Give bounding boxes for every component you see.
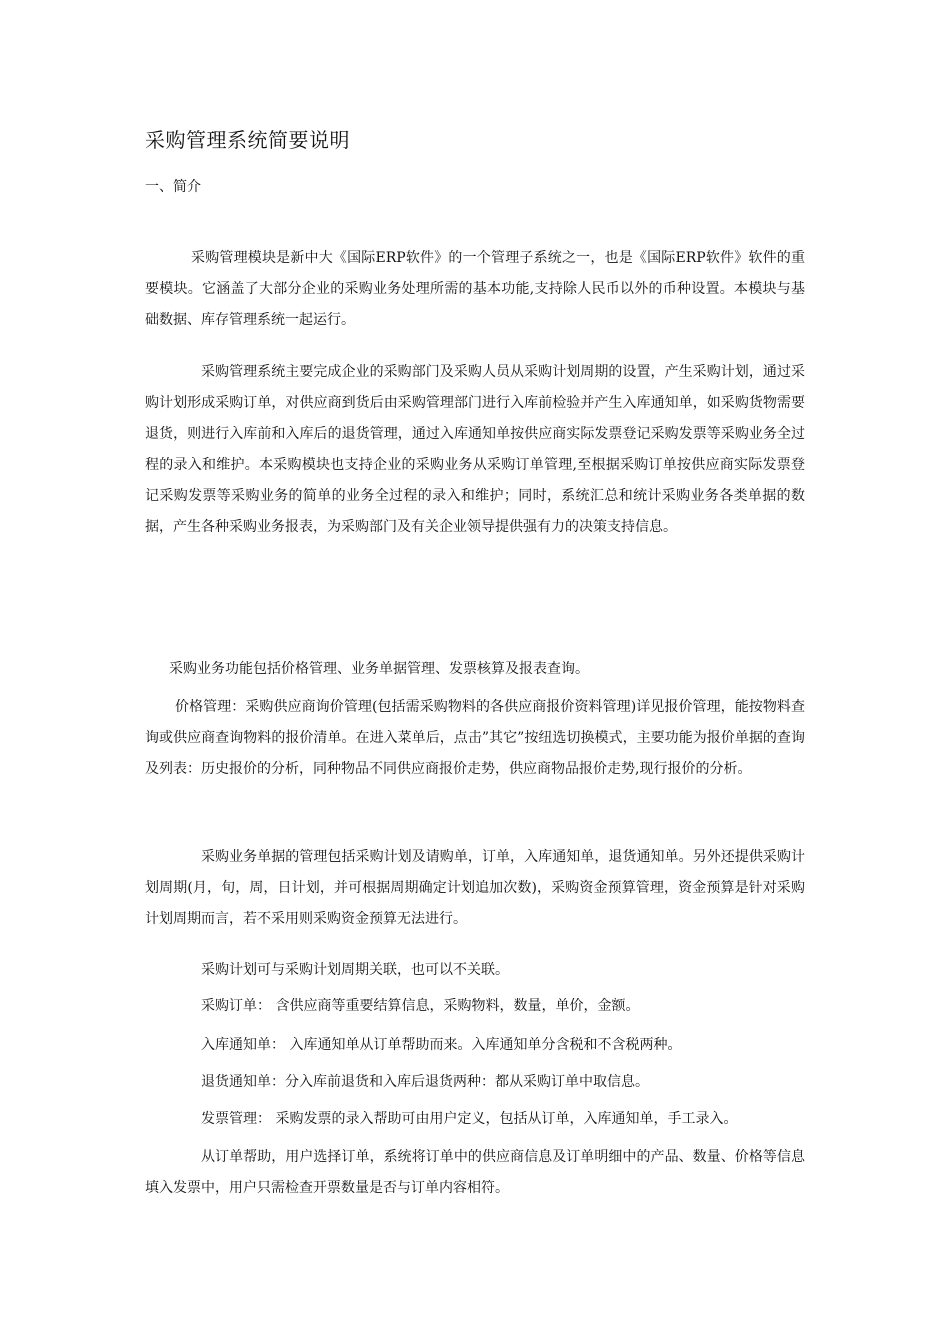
paragraph-price-management: 价格管理：采购供应商询价管理(包括需采购物料的各供应商报价资料管理)详见报价管理，能按物料查询或供应商查询物料的报价清单。在进入菜单后，点击”其它”按纽选切换模式，主要功能为报价单据的查询及列表：历史报价的分析，同种物品不同供应商报价走势，供应商物品报价走势,现行报价的分析。 <box>145 699 805 777</box>
paragraph-invoice-management: 发票管理： 采购发票的录入帮助可由用户定义，包括从订单，入库通知单，手工录入。 <box>201 1111 738 1127</box>
section-heading-intro: 一、简介 <box>145 179 201 195</box>
paragraph-module-overview: 采购管理模块是新中大《国际ERP软件》的一个管理子系统之一，也是《国际ERP软件》软件的重要模块。它涵盖了大部分企业的采购业务处理所需的基本功能,支持除人民币以外的币种设置。本模块与基础数据、库存管理系统一起运行。 <box>145 250 805 328</box>
document-title: 采购管理系统简要说明 <box>145 128 350 152</box>
paragraph-return-notice: 退货通知单：分入库前退货和入库后退货两种：都从采购订单中取信息。 <box>201 1074 649 1090</box>
paragraph-purchase-order: 采购订单： 含供应商等重要结算信息，采购物料，数量，单价，金额。 <box>201 998 640 1014</box>
paragraph-purchase-plan: 采购计划可与采购计划周期关联，也可以不关联。 <box>201 962 509 978</box>
paragraph-business-functions: 采购业务功能包括价格管理、业务单据管理、发票核算及报表查询。 <box>169 661 589 677</box>
paragraph-receipt-notice: 入库通知单： 入库通知单从订单帮助而来。入库通知单分含税和不含税两种。 <box>201 1037 682 1053</box>
paragraph-system-functions: 采购管理系统主要完成企业的采购部门及采购人员从采购计划周期的设置，产生采购计划，通过采购计划形成采购订单，对供应商到货后由采购管理部门进行入库前检验并产生入库通知单，如采购货物需要退货，则进行入库前和入库后的退货管理，通过入库通知单按供应商实际发票登记采购发票等采购业务全过程的录入和维护。本采购模块也支持企业的采购业务从采购订单管理,至根据采购订单按供应商实际发票登记采购发票等采购业务的简单的业务全过程的录入和维护；同时，系统汇总和统计采购业务各类单据的数据，产生各种采购业务报表，为采购部门及有关企业领导提供强有力的决策支持信息。 <box>145 364 805 535</box>
paragraph-business-documents: 采购业务单据的管理包括采购计划及请购单，订单，入库通知单，退货通知单。另外还提供采购计划周期(月，旬，周，日计划，并可根据周期确定计划追加次数)，采购资金预算管理，资金预算是针对采购计划周期而言，若不采用则采购资金预算无法进行。 <box>145 849 805 927</box>
paragraph-order-help: 从订单帮助，用户选择订单，系统将订单中的供应商信息及订单明细中的产品、数量、价格等信息填入发票中，用户只需检查开票数量是否与订单内容相符。 <box>145 1149 805 1196</box>
